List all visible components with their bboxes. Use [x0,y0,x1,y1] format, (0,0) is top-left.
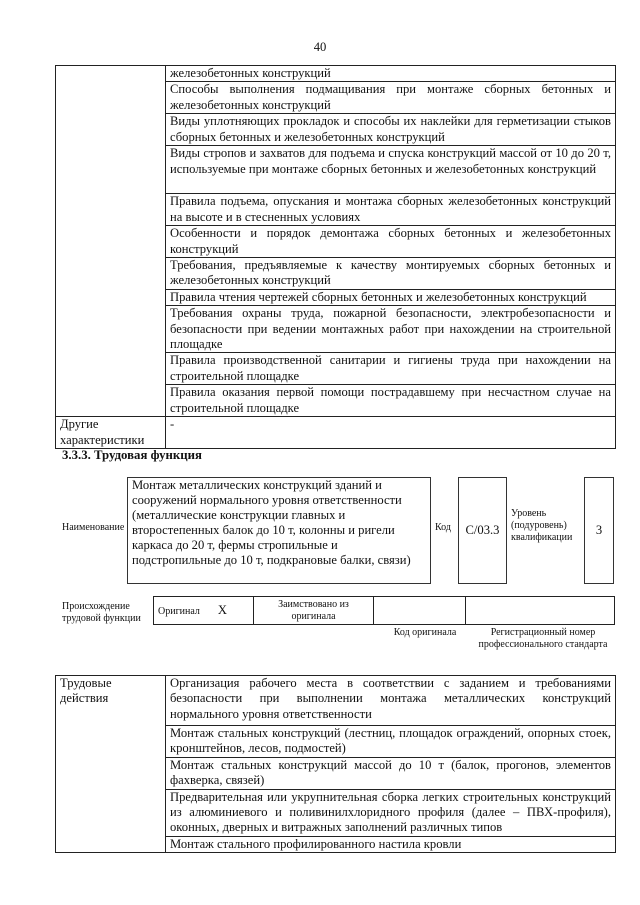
table-row: Требования охраны труда, пожарной безопасности, электробезопасности и безопасности при ведении монтажных работ при нахождении на строительной площадке [166,306,616,353]
labor-actions-label: Трудовые действия [56,676,166,853]
borrowed-label: Заимствовано из оригинала [254,597,374,625]
table-row: Виды стропов и захватов для подъема и спуска конструкций массой от 10 до 20 т, используемые при монтаже сборных бетонных и железобетонных конструкций [166,146,616,194]
code-original-cell [374,597,466,625]
table-row: Монтаж стального профилированного настила кровли [166,836,616,852]
page-number: 40 [313,40,327,54]
original-cell [154,597,254,625]
section-heading: 3.3.3. Трудовая функция [62,448,202,462]
table-row: Предварительная или укрупнительная сборка легких строительных конструкций из алюминиевого и поливинилхлоридного профиля (далее – ПВХ-профиля), оконных, дверных и витражных заполнений различных типов [166,789,616,836]
table-row: Способы выполнения подмащивания при монтаже сборных бетонных и железобетонных конструкций [166,82,616,114]
level-value: 3 [584,477,614,584]
table-row: Виды уплотняющих прокладок и способы их наклейки для герметизации стыков сборных бетонных и железобетонных конструкций [166,114,616,146]
table-row: Правила чтения чертежей сборных бетонных и железобетонных конструкций [166,289,616,305]
original-label: Оригинал [158,605,200,617]
other-characteristics-label: Другие характеристики [56,417,166,449]
code-original-label: Код оригинала [393,627,457,638]
function-name: Монтаж металлических конструкций зданий и сооружений нормального уровня ответственности (металлические конструкции главных и второстепенных балок до 10 т, колонны и ригели каркаса до 20 т, фермы стропильные и подстропильные до 10 т, подкрановые балки, связи) [127,477,431,584]
table-row: Монтаж стальных конструкций (лестниц, площадок ограждений, опорных стоек, кронштейнов, лесов, подмостей) [166,726,616,758]
level-label: Уровень (подуровень) квалификации [511,508,573,543]
reg-number-label: Регистрационный номер профессионального стандарта [478,627,608,650]
knowledge-table [55,65,616,449]
origin-label: Происхождение трудовой функции [62,601,141,624]
table-row: Правила подъема, опускания и монтажа сборных железобетонных конструкций на высоте и в стесненных условиях [166,194,616,226]
other-characteristics-value: - [166,417,616,449]
table-row: Правила оказания первой помощи пострадавшему при несчастном случае на строительной площадке [166,385,616,417]
table-row: Монтаж стальных конструкций массой до 10 т (балок, прогонов, элементов фахверка, связей) [166,757,616,789]
table-row: железобетонных конструкций [166,66,616,82]
code-label: Код [435,522,451,533]
table-row: Правила производственной санитарии и гигиены труда при нахождении на строительной площадке [166,353,616,385]
reg-number-cell [466,597,615,625]
table-row: Особенности и порядок демонтажа сборных бетонных и железобетонных конструкций [166,226,616,258]
table-row: Требования, предъявляемые к качеству монтируемых сборных бетонных и железобетонных конструкций [166,258,616,290]
labor-actions-table [55,675,616,853]
table-row: Организация рабочего места в соответствии с заданием и требованиями безопасности при выполнении монтажа металлических конструкций нормального уровня ответственности [166,676,616,726]
code-value: C/03.3 [458,477,507,584]
origin-table [153,596,615,625]
name-label: Наименование [62,522,125,533]
original-mark: X [217,602,228,617]
empty-label-cell [56,66,166,417]
